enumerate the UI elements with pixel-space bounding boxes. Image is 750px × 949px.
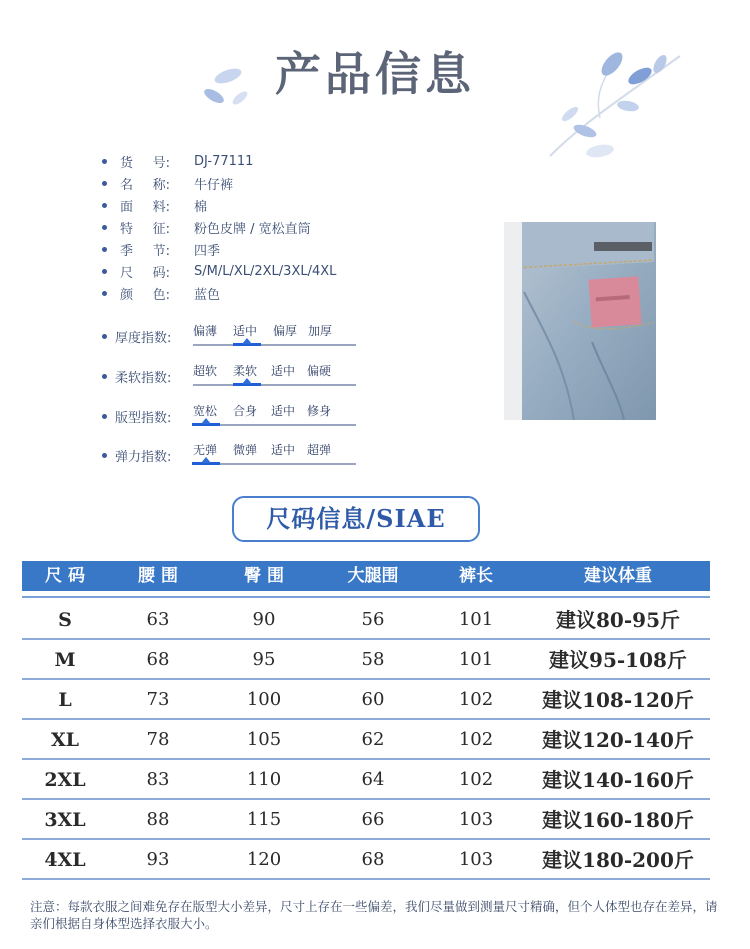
waist-cell: 83 [146, 769, 170, 790]
index-option: 修身 [307, 404, 332, 418]
size-cell: L [58, 689, 72, 711]
length-cell: 102 [458, 729, 494, 750]
hip-cell: 110 [246, 769, 282, 790]
bullet-icon [102, 247, 107, 252]
info-value: 牛仔裤 [194, 177, 234, 193]
info-value: DJ-77111 [194, 153, 254, 169]
bullet-icon [102, 203, 107, 208]
softness-index [102, 362, 482, 398]
size-cell: XL [50, 729, 80, 751]
column-header: 大腿围 [347, 566, 399, 586]
size-cell: 4XL [44, 849, 86, 871]
bullet-icon [102, 159, 107, 164]
info-value: S/M/L/XL/2XL/3XL/4XL [194, 263, 337, 279]
weight-cell: 建议80-95斤 [556, 608, 680, 632]
index-option: 偏硬 [307, 364, 332, 378]
index-marker-icon [201, 418, 211, 424]
index-option: 适中 [271, 443, 296, 457]
bullet-icon [102, 291, 107, 296]
waist-cell: 78 [146, 729, 170, 750]
divider [22, 798, 710, 800]
hip-cell: 115 [246, 809, 282, 830]
size-cell: M [54, 649, 76, 671]
stretch-index [102, 441, 482, 477]
divider [22, 878, 710, 880]
index-option: 适中 [271, 404, 296, 418]
info-value: 四季 [194, 243, 221, 259]
index-track [193, 384, 356, 386]
table-row [22, 722, 710, 760]
length-cell: 103 [458, 809, 494, 830]
info-item: 货 号: DJ-77111 [102, 150, 482, 172]
index-label: 弹力指数: [115, 450, 172, 465]
divider [22, 838, 710, 840]
hip-cell: 120 [246, 849, 282, 870]
divider [22, 596, 710, 598]
length-cell: 102 [458, 689, 494, 710]
size-note: 注意：每款衣服之间难免存在版型大小差异，尺寸上存在一些偏差，我们尽量做到测量尺寸精确，但个人体型也存在差异，请亲们根据自身体型选择衣服大小。 [30, 899, 718, 931]
index-option: 超弹 [307, 443, 332, 457]
index-option: 加厚 [308, 324, 333, 338]
weight-cell: 建议95-108斤 [549, 648, 687, 672]
column-header: 臀 围 [244, 566, 284, 586]
divider [22, 718, 710, 720]
column-header: 尺 码 [45, 566, 85, 586]
info-item: 颜 色: 蓝色 [102, 282, 482, 304]
index-marker-icon [242, 338, 252, 344]
info-item: 特 征: 粉色皮牌 / 宽松直筒 [102, 216, 482, 238]
length-cell: 101 [458, 649, 494, 670]
size-cell: S [58, 609, 72, 631]
size-info-title: 尺码信息/SIAE [232, 496, 480, 542]
leaf-branch-icon [540, 36, 690, 166]
thickness-index [102, 322, 482, 358]
fit-index [102, 402, 482, 438]
index-option: 微弹 [233, 443, 258, 457]
hip-cell: 95 [252, 649, 276, 670]
table-row [22, 802, 710, 840]
thigh-cell: 56 [361, 609, 385, 630]
index-label: 厚度指数: [115, 331, 172, 346]
thigh-cell: 66 [361, 809, 385, 830]
weight-cell: 建议108-120斤 [542, 688, 694, 712]
weight-cell: 建议140-160斤 [542, 768, 694, 792]
waist-cell: 63 [146, 609, 170, 630]
length-cell: 101 [458, 609, 494, 630]
table-row [22, 602, 710, 640]
weight-cell: 建议120-140斤 [542, 728, 694, 752]
index-marker-icon [242, 378, 252, 384]
length-cell: 103 [458, 849, 494, 870]
index-label: 柔软指数: [115, 371, 172, 386]
size-cell: 3XL [44, 809, 86, 831]
info-value: 粉色皮牌 / 宽松直筒 [194, 221, 311, 237]
info-value: 棉 [194, 199, 208, 215]
weight-cell: 建议180-200斤 [542, 848, 694, 872]
divider [22, 678, 710, 680]
table-row [22, 842, 710, 880]
thigh-cell: 64 [361, 769, 385, 790]
waist-cell: 88 [146, 809, 170, 830]
length-cell: 102 [458, 769, 494, 790]
thigh-cell: 60 [361, 689, 385, 710]
bullet-icon [102, 453, 107, 458]
index-option: 适中 [271, 364, 296, 378]
table-row [22, 762, 710, 800]
index-option: 合身 [233, 404, 258, 418]
weight-cell: 建议160-180斤 [542, 808, 694, 832]
divider [22, 758, 710, 760]
column-header: 腰 围 [138, 566, 178, 586]
index-option: 柔软 [233, 364, 258, 378]
hip-cell: 100 [246, 689, 282, 710]
index-option: 无弹 [193, 443, 218, 457]
size-cell: 2XL [44, 769, 86, 791]
bullet-icon [102, 181, 107, 186]
hip-cell: 105 [246, 729, 282, 750]
index-option: 宽松 [193, 404, 218, 418]
product-info-list [102, 150, 482, 304]
info-value: 蓝色 [194, 287, 221, 303]
info-item: 名 称: 牛仔裤 [102, 172, 482, 194]
thigh-cell: 62 [361, 729, 385, 750]
thigh-cell: 58 [361, 649, 385, 670]
index-marker-icon [201, 457, 211, 463]
waist-cell: 73 [146, 689, 170, 710]
bullet-icon [102, 414, 107, 419]
table-row [22, 682, 710, 720]
product-photo [504, 222, 656, 420]
bullet-icon [102, 374, 107, 379]
info-item: 面 料: 棉 [102, 194, 482, 216]
index-track [193, 344, 356, 346]
index-option: 偏薄 [193, 324, 218, 338]
index-option: 适中 [233, 324, 258, 338]
waist-cell: 93 [146, 849, 170, 870]
column-header: 裤长 [459, 566, 493, 586]
index-label: 版型指数: [115, 411, 172, 426]
info-item: 尺 码: S/M/L/XL/2XL/3XL/4XL [102, 260, 482, 282]
info-item: 季 节: 四季 [102, 238, 482, 260]
bullet-icon [102, 334, 107, 339]
divider [22, 638, 710, 640]
bullet-icon [102, 225, 107, 230]
thigh-cell: 68 [361, 849, 385, 870]
size-table-header [22, 561, 710, 591]
column-header: 建议体重 [584, 566, 652, 586]
bullet-icon [102, 269, 107, 274]
waist-cell: 68 [146, 649, 170, 670]
page-title: 产品信息 [275, 47, 475, 101]
table-row [22, 642, 710, 680]
index-option: 超软 [193, 364, 218, 378]
hip-cell: 90 [252, 609, 276, 630]
index-option: 偏厚 [273, 324, 298, 338]
